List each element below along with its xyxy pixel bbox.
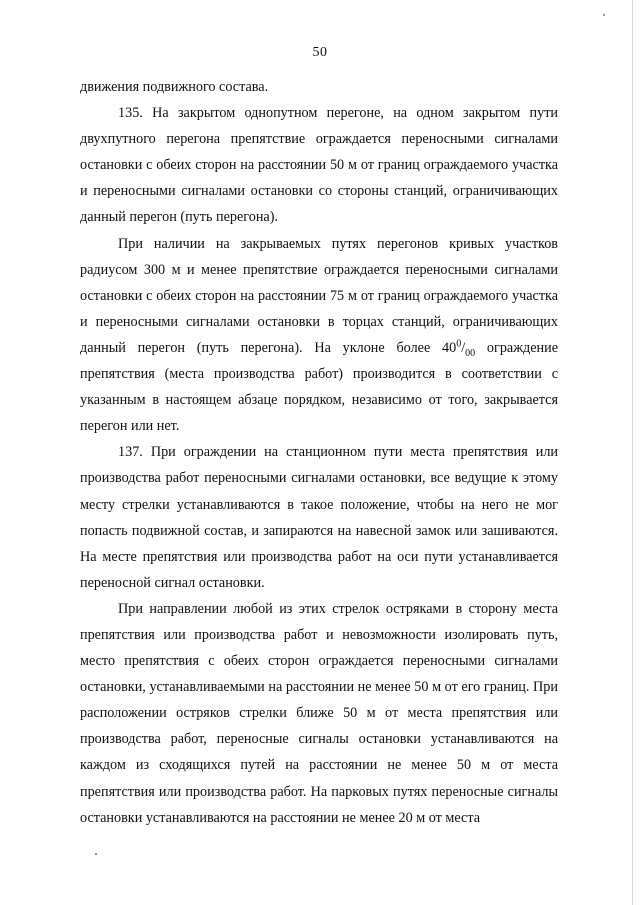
- document-body: [80, 74, 558, 831]
- paragraph-curves-text: При наличии на закрываемых путях перегонов кривых участков радиусом 300 м и менее препятствие ограждается переносными сигналами остановки с обеих сторон на расстоянии 75 м от границ ограждаемого участка и переносными сигналами остановки в торцах станций, ограничивающих данный перегон (путь перегона). На уклоне более 40: [80, 235, 558, 356]
- paragraph-curves: При наличии на закрываемых путях перегонов кривых участков радиусом 300 м и менее препятствие ограждается переносными сигналами остановки с обеих сторон на расстоянии 75 м от границ ограждаемого участка и переносными сигналами остановки в торцах станций, ограничивающих данный перегон (путь перегона). На уклоне более $40^0/_{00}$ ограждение препятствия (места производства работ) производится в соответствии с указанным в настоящем абзаце порядком, независимо от того, закрывается перегон или нет.: [80, 235, 559, 435]
- scan-speck: [603, 14, 605, 16]
- permille-sub: 00: [465, 347, 476, 359]
- scan-edge-line: [632, 0, 633, 905]
- page-number: 50: [312, 45, 328, 60]
- paragraph-135: 135. На закрытом однопутном перегоне, на одном закрытом пути двухпутного перегона препятствие ограждается переносными сигналами остановки с обеих сторон на расстоянии 50 м от границ ограждаемого участка и переносными сигналами остановки со стороны станций, ограничивающих данный перегон (путь перегона).: [80, 105, 558, 226]
- permille-sup: 0: [456, 338, 462, 350]
- paragraph-137: 137. При ограждении на станционном пути места препятствия или производства работ переносными сигналами остановки, все ведущие к этому месту стрелки устанавливаются в такое положение, чтобы на него не мог попасть подвижной состав, и запираются на навесной замок или зашиваются. На месте препятствия или производства работ на оси пути устанавливается переносной сигнал остановки.: [80, 444, 558, 591]
- paragraph-continuation: движения подвижного состава.: [80, 79, 269, 95]
- paragraph-curves-text-cont: ограждение препятствия (места производства работ) производится в соответствии с указанным в настоящем абзаце порядком, независимо от того, закрывается перегон или нет.: [80, 339, 559, 435]
- paragraph-switches: При направлении любой из этих стрелок остряками в сторону места препятствия или производства работ и невозможности изолировать путь, место препятствия с обеих сторон ограждается переносными сигналами остановки, устанавливаемыми на расстоянии не менее 50 м от его границ. При расположении остряков стрелки ближе 50 м от места препятствия или производства работ, переносные сигналы остановки устанавливаются на каждом из сходящихся путей на расстоянии не менее 50 м от места препятствия или производства работ. На парковых путях переносные сигналы остановки устанавливаются на расстоянии не менее 20 м от места: [80, 600, 558, 826]
- scan-speck: [95, 853, 97, 855]
